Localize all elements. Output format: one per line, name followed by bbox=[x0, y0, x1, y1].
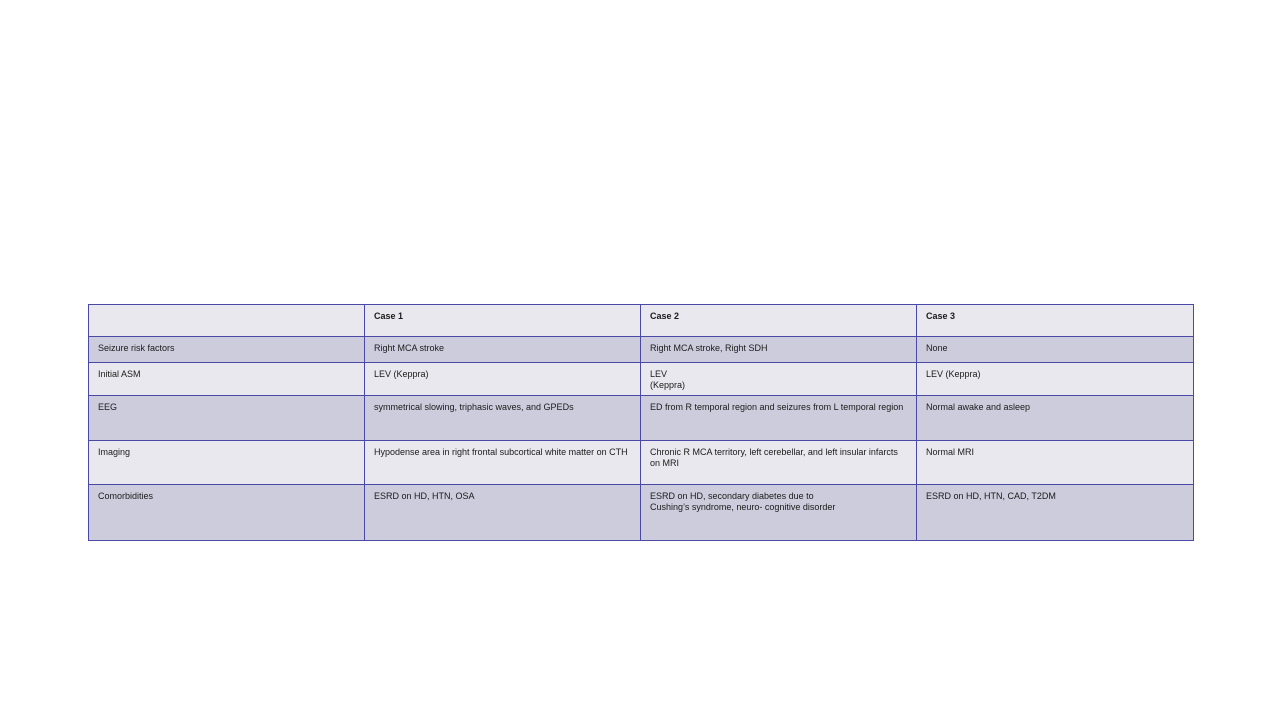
table-cell: ESRD on HD, secondary diabetes due to Cushing’s syndrome, neuro- cognitive disorder bbox=[641, 485, 917, 541]
table-cell: LEV (Keppra) bbox=[641, 363, 917, 396]
table-row-imaging bbox=[89, 441, 1194, 485]
table-cell: Chronic R MCA territory, left cerebellar, and left insular infarcts on MRI bbox=[641, 441, 917, 485]
table-cell: ESRD on HD, HTN, CAD, T2DM bbox=[917, 485, 1194, 541]
table-row-comorbidities bbox=[89, 485, 1194, 541]
case-comparison-table bbox=[88, 304, 1194, 541]
row-label: EEG bbox=[89, 396, 365, 441]
header-cell-empty bbox=[89, 305, 365, 337]
table-cell: Right MCA stroke, Right SDH bbox=[641, 337, 917, 363]
table-row-initial-asm bbox=[89, 363, 1194, 396]
table-row-seizure-risk-factors bbox=[89, 337, 1194, 363]
table-row-eeg bbox=[89, 396, 1194, 441]
table-cell: ED from R temporal region and seizures from L temporal region bbox=[641, 396, 917, 441]
header-cell-case-2: Case 2 bbox=[641, 305, 917, 337]
table-cell: Right MCA stroke bbox=[365, 337, 641, 363]
row-label: Seizure risk factors bbox=[89, 337, 365, 363]
table-cell: Normal MRI bbox=[917, 441, 1194, 485]
row-label: Initial ASM bbox=[89, 363, 365, 396]
table-cell: Normal awake and asleep bbox=[917, 396, 1194, 441]
table-cell: LEV (Keppra) bbox=[917, 363, 1194, 396]
table-cell: symmetrical slowing, triphasic waves, and GPEDs bbox=[365, 396, 641, 441]
table-cell: None bbox=[917, 337, 1194, 363]
header-cell-case-1: Case 1 bbox=[365, 305, 641, 337]
table-cell: Hypodense area in right frontal subcortical white matter on CTH bbox=[365, 441, 641, 485]
row-label: Imaging bbox=[89, 441, 365, 485]
row-label: Comorbidities bbox=[89, 485, 365, 541]
table-cell: ESRD on HD, HTN, OSA bbox=[365, 485, 641, 541]
table-cell: LEV (Keppra) bbox=[365, 363, 641, 396]
table-header-row bbox=[89, 305, 1194, 337]
header-cell-case-3: Case 3 bbox=[917, 305, 1194, 337]
